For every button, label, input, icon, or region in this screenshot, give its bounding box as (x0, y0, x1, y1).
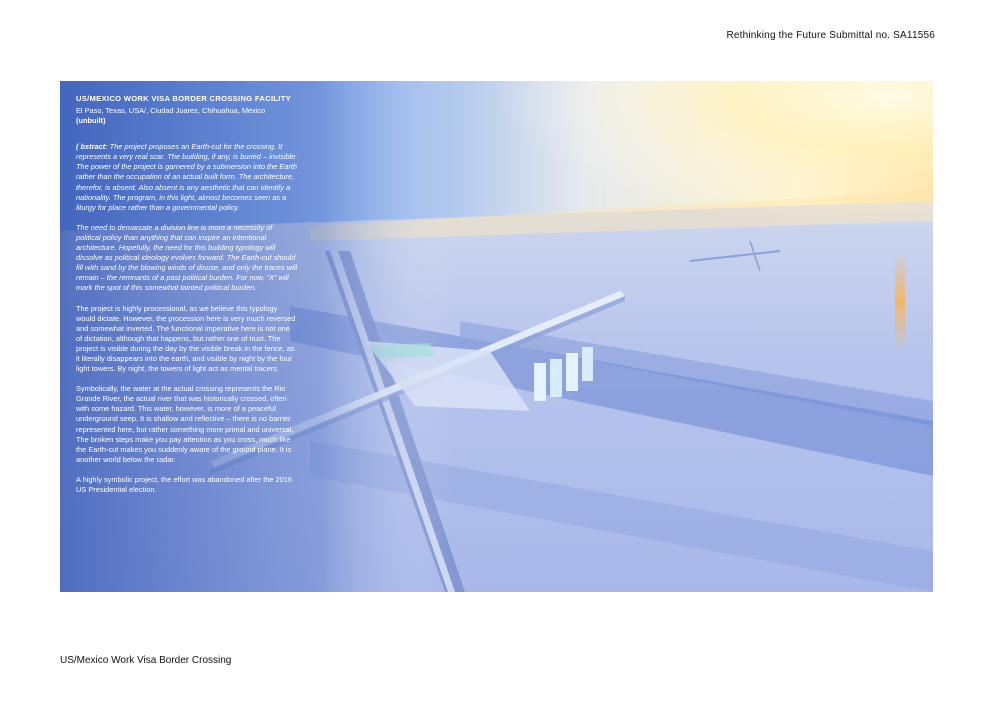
abstract-lead: ( bstract: (76, 142, 108, 152)
project-description (76, 93, 298, 495)
paragraph-political: The need to demarcate a division line is more a necessity of political policy than anything that can inspire an intentional architecture. Hopefully, the need for this building typology will dissolve as political ideology evolves forward. The Earth-cut should fill with sand by the blowing winds of disuse, and only the traces will remain – the remnants of a past political burden. For now, “X” will mark the spot of this somewhat tainted political burden. (76, 222, 298, 293)
paragraph-processional: The project is highly processional, as we believe this typology would dictate. However, the procession here is very much reversed and somewhat inverted. The functional imperative here is not one of dictation, although that happens, but rather one of trust. The project is visible during the day by the visible break in the fence, as it literally disappears into the earth, and visible by night by the four light towers. By night, the towers of light act as mental tracers. (76, 303, 296, 374)
hero-rendering (60, 81, 933, 592)
abstract-paragraph (76, 142, 298, 213)
footer-caption: US/Mexico Work Visa Border Crossing (60, 655, 232, 666)
abstract-text: The project proposes an Earth-cut for the crossing. It represents a very real scar. The building, if any, is buried – invisible. The power of the project is garnered by a submersion into the Earth rather than the occupation of an actual built form. The architecture, therefor, is absent. Also absent is any aesthetic that can identify a nationality. The program, in this light, almost becomes seen as a liturgy for place rather than a governmental policy. (76, 142, 298, 212)
paragraph-conclusion: A highly symbolic project, the effort was abandoned after the 2016 US Presidential election. (76, 474, 292, 494)
project-title: US/MEXICO WORK VISA BORDER CROSSING FACILITY (76, 94, 292, 103)
project-location: El Paso, Texas, USA/, Ciudad Juarez, Chihuahua, Mexico (76, 106, 266, 115)
header-reference: Rethinking the Future Submittal no. SA11556 (726, 30, 935, 41)
paragraph-symbolic: Symbolically, the water at the actual crossing represents the Rio Grande River, the actual river that was historically crossed, often with some hazard. This water, however, is more of a peaceful underground seep. It is shallow and reflective – there is no barrier represented here, but rather something more primal and universal. The broken steps make you pay attention as you cross, much like the Earth-cut makes you suddenly aware of the ground plane. It is another world below the radar. (76, 384, 294, 464)
project-status: (unbuilt) (76, 116, 106, 126)
